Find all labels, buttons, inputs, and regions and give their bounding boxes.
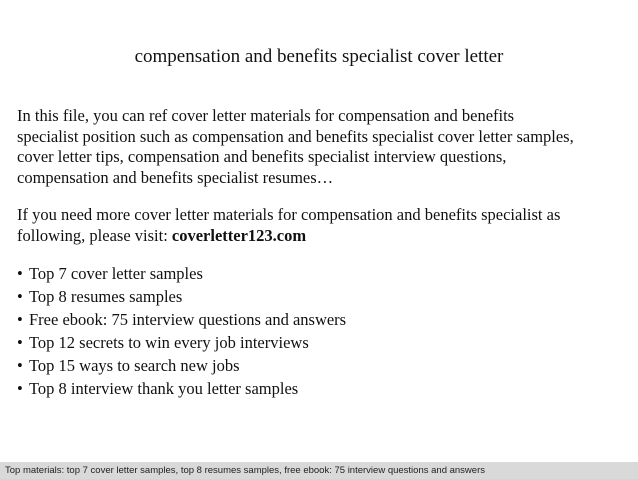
more-line: following, please visit: xyxy=(17,225,172,245)
list-item xyxy=(17,285,346,308)
intro-line: specialist position such as compensation and benefits specialist cover letter samples, xyxy=(17,126,574,146)
more-line: If you need more cover letter materials for compensation and benefits specialist as xyxy=(17,205,561,224)
bullet-icon: • xyxy=(17,287,23,306)
more-materials-paragraph xyxy=(17,205,629,246)
list-item xyxy=(17,262,346,285)
intro-paragraph xyxy=(17,106,629,188)
bullet-icon: • xyxy=(17,356,23,375)
list-item xyxy=(17,354,346,377)
footer-bar: Top materials: top 7 cover letter samples, top 8 resumes samples, free ebook: 75 interview questions and answers xyxy=(0,462,638,479)
list-item-text: Top 12 secrets to win every job interviews xyxy=(29,333,309,352)
bullet-icon: • xyxy=(17,379,23,398)
list-item xyxy=(17,331,346,354)
intro-line: In this file, you can ref cover letter materials for compensation and benefits xyxy=(17,106,515,125)
bullet-icon: • xyxy=(17,333,23,352)
list-item xyxy=(17,377,346,400)
bullet-list xyxy=(17,262,346,400)
bullet-icon: • xyxy=(17,264,23,283)
document-title: compensation and benefits specialist cover letter xyxy=(134,46,504,67)
more-line-with-link xyxy=(17,226,629,247)
list-item-text: Top 7 cover letter samples xyxy=(29,264,203,283)
list-item-text: Top 8 interview thank you letter samples xyxy=(29,379,299,398)
list-item-text: Top 8 resumes samples xyxy=(29,287,183,306)
list-item xyxy=(17,308,346,331)
website-link[interactable]: coverletter123.com xyxy=(171,225,307,245)
intro-line: cover letter tips, compensation and benefits specialist interview questions, xyxy=(17,147,507,166)
list-item-text: Top 15 ways to search new jobs xyxy=(29,356,240,375)
bullet-icon: • xyxy=(17,310,23,329)
list-item-text: Free ebook: 75 interview questions and answers xyxy=(29,310,347,329)
intro-line: compensation and benefits specialist resumes… xyxy=(17,167,334,187)
